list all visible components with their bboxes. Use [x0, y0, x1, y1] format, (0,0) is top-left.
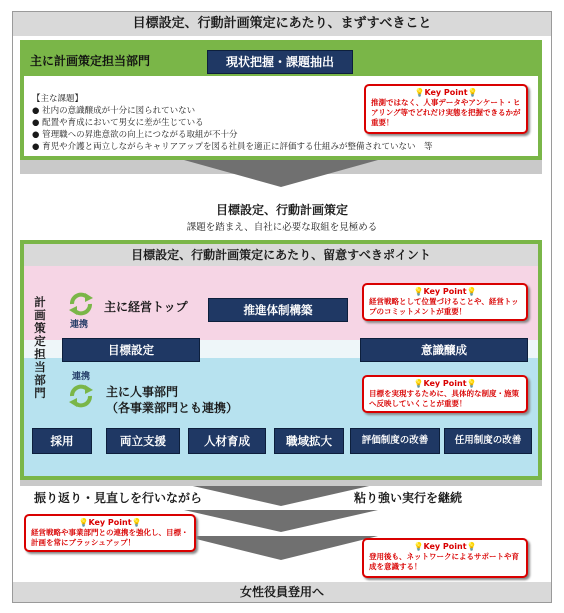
- lightbulb-icon: 💡: [466, 542, 477, 551]
- awareness-box: 意識醸成: [360, 338, 528, 362]
- down-chevron-icon: [14, 159, 550, 199]
- measure-evaluation: 評価制度の改善: [350, 428, 440, 454]
- goal-title: 目標設定、行動計画策定: [215, 203, 348, 217]
- key-point-1: 💡Key Point💡 推測ではなく、人事データやアンケート・ヒアリング等でどれだけ実態を把握できるかが重要！: [364, 84, 528, 134]
- cycle-arrows-icon: [66, 290, 96, 318]
- key-point-5: 💡Key Point💡 登用後も、ネットワークによるサポートや育成を意識する！: [362, 538, 528, 578]
- issue-item: ● 配置や育成において男女に差が生じている: [32, 118, 204, 128]
- measure-job-expansion: 職域拡大: [274, 428, 344, 454]
- promotion-system-box: 推進体制構築: [208, 298, 348, 322]
- final-banner: 女性役員登用へ: [13, 582, 551, 602]
- hr-dept-label: 主に人事部門 （各事業部門とも連携）: [106, 385, 239, 415]
- lightbulb-icon: 💡: [414, 88, 425, 97]
- lightbulb-icon: 💡: [466, 287, 477, 296]
- lightbulb-icon: 💡: [131, 518, 142, 527]
- measure-recruitment: 採用: [32, 428, 92, 454]
- lightbulb-icon: 💡: [413, 379, 424, 388]
- section2-title: 目標設定、行動計画策定にあたり、留意すべきポイント: [24, 244, 538, 266]
- gray-band-bottom: [20, 480, 542, 486]
- key-point-3: 💡Key Point💡 目標を実現するために、具体的な制度・施策へ反映していくことが重要！: [362, 375, 528, 413]
- collab-label-bottom: 連携: [72, 372, 91, 382]
- planning-dept-label: 主に計画策定担当部門: [30, 54, 151, 68]
- issue-item: ● 社内の意識醸成が十分に図られていない: [32, 106, 196, 116]
- key-point-2: 💡Key Point💡 経営戦略として位置づけることや、経営トップのコミットメントが重要！: [362, 283, 528, 321]
- lightbulb-icon: 💡: [413, 542, 424, 551]
- measure-appointment: 任用制度の改善: [444, 428, 532, 454]
- lightbulb-icon: 💡: [467, 88, 478, 97]
- issue-item: ● 管理職への昇進意欲の向上につながる取組が不十分: [32, 130, 238, 140]
- key-point-4: 💡Key Point💡 経営戦略や事業部門との連携を強化し、目標・計画を常にブラッシュアップ！: [24, 514, 196, 552]
- issue-item: ● 育児や介護と両立しながらキャリアアップを図る社員を適正に評価する仕組みが整備されていない 等: [32, 142, 433, 152]
- measure-talent-dev: 人材育成: [188, 428, 266, 454]
- issues-heading: 【主な課題】: [32, 94, 84, 104]
- vertical-dept-label: 計画策定担当部門: [34, 295, 46, 400]
- persist-text: 粘り強い実行を継続: [354, 491, 463, 505]
- lightbulb-icon: 💡: [413, 287, 424, 296]
- top-mgmt-label: 主に経営トップ: [104, 300, 188, 314]
- goal-setting-box: 目標設定: [62, 338, 200, 362]
- measure-work-life: 両立支援: [106, 428, 180, 454]
- page-title: 目標設定、行動計画策定にあたり、まずすべきこと: [13, 12, 551, 36]
- lightbulb-icon: 💡: [466, 379, 477, 388]
- cycle-arrows-icon: [66, 382, 96, 410]
- collab-label-top: 連携: [70, 320, 89, 330]
- step1-button: 現状把握・課題抽出: [207, 50, 353, 74]
- lightbulb-icon: 💡: [78, 518, 89, 527]
- goal-subtitle: 課題を踏まえ、自社に必要な取組を見極める: [186, 222, 378, 233]
- review-text: 振り返り・見直しを行いながら: [34, 491, 203, 505]
